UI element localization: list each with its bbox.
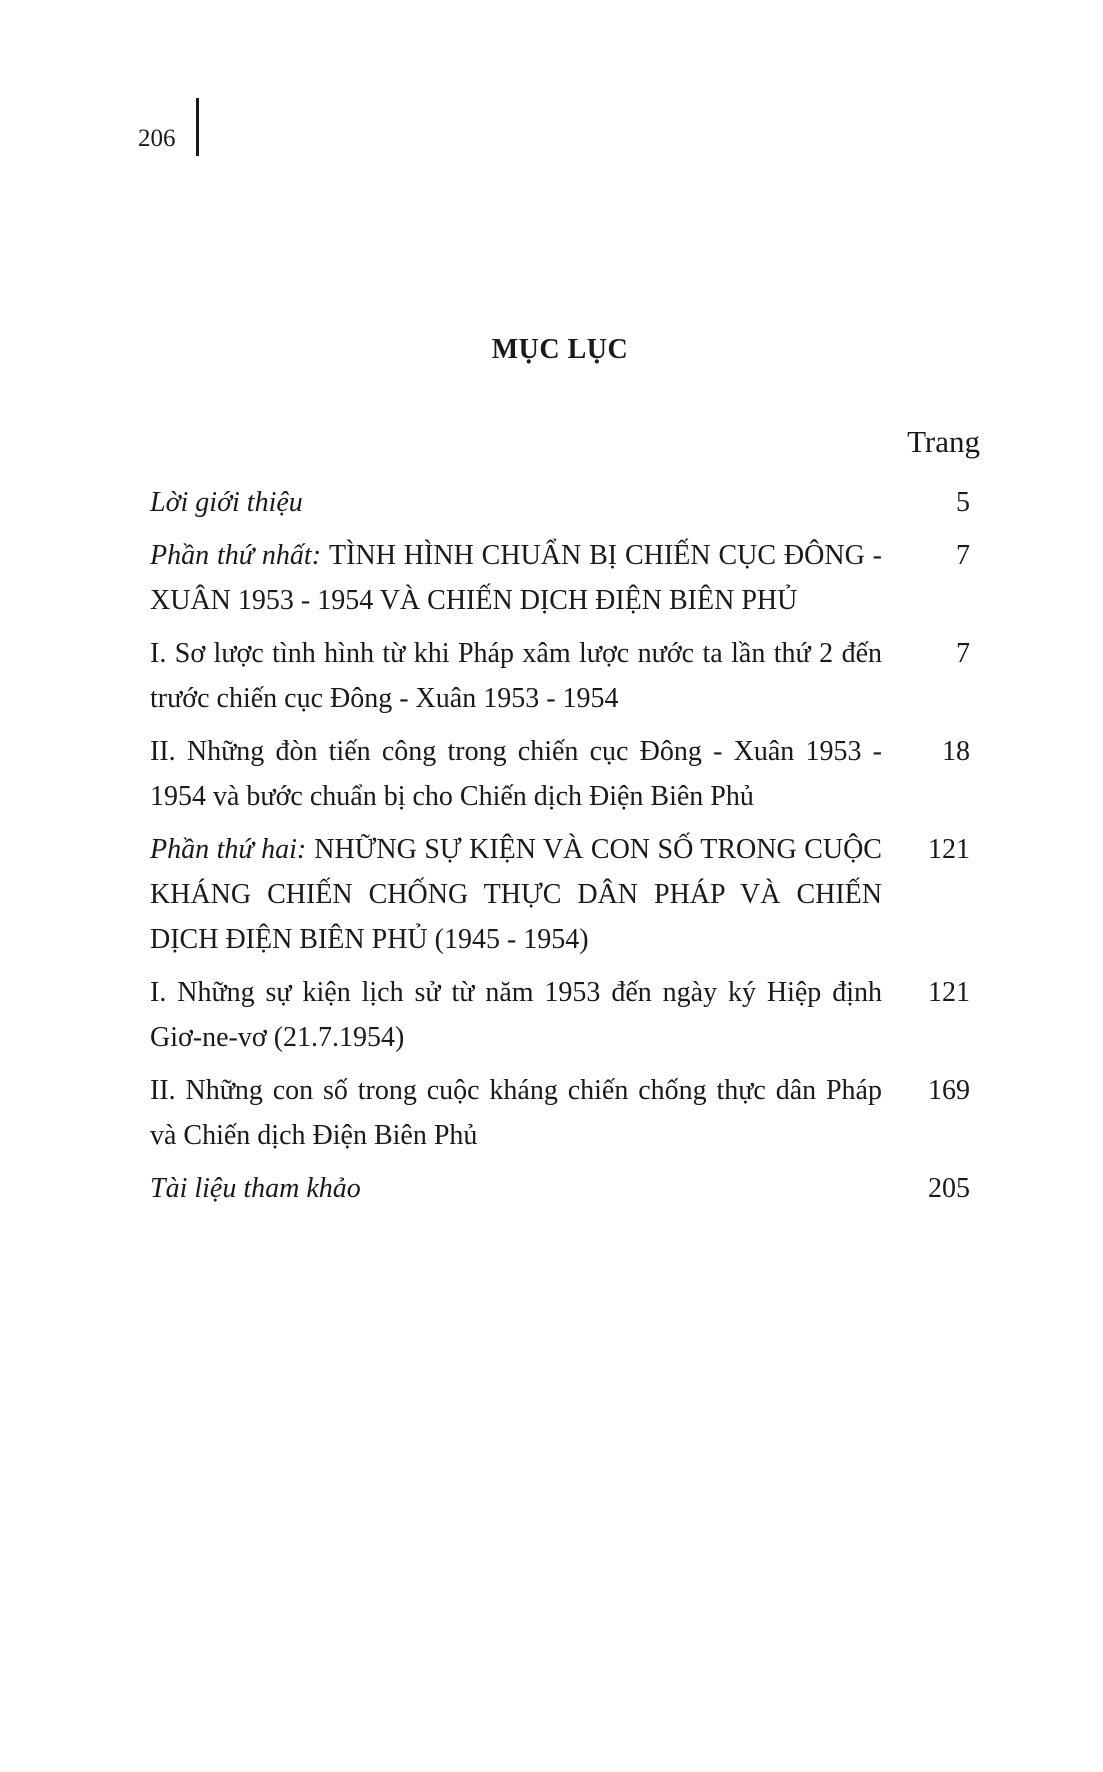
toc-entry-part-one-section-1 <box>150 631 970 721</box>
toc-entry-references <box>150 1166 970 1211</box>
page-number: 206 <box>138 125 176 152</box>
toc-entry-text <box>150 533 882 623</box>
toc-entry-title: TÌNH HÌNH CHUẨN BỊ CHIẾN CỤC ĐÔNG - XUÂN 1953 - 1954 VÀ CHIẾN DỊCH ĐIỆN BIÊN PHỦ <box>150 540 882 616</box>
toc-entry-text: II. Những con số trong cuộc kháng chiến chống thực dân Pháp và Chiến dịch Điện Biên Phủ <box>150 1075 882 1151</box>
toc-entry-part-one <box>150 533 970 623</box>
toc-entry-text <box>150 827 882 962</box>
toc-list <box>150 480 970 1219</box>
page-column-label: Trang <box>907 424 980 459</box>
toc-entry-label: Phần thứ nhất: <box>150 540 322 571</box>
toc-entry-page: 7 <box>956 638 970 669</box>
toc-entry-page: 7 <box>956 540 970 571</box>
toc-title: MỤC LỤC <box>491 334 629 365</box>
toc-entry-text: I. Sơ lược tình hình từ khi Pháp xâm lược nước ta lần thứ 2 đến trước chiến cục Đông - Xuân 1953 - 1954 <box>150 638 882 714</box>
toc-entry-text: II. Những đòn tiến công trong chiến cục Đông - Xuân 1953 - 1954 và bước chuẩn bị cho Chiến dịch Điện Biên Phủ <box>150 736 882 812</box>
toc-entry-text: I. Những sự kiện lịch sử từ năm 1953 đến ngày ký Hiệp định Giơ-ne-vơ (21.7.1954) <box>150 977 882 1053</box>
toc-entry-part-two <box>150 827 970 962</box>
toc-entry-label: Phần thứ hai: <box>150 834 307 865</box>
toc-entry-text: Lời giới thiệu <box>150 487 303 518</box>
toc-entry-page: 205 <box>928 1173 970 1204</box>
toc-entry-page: 18 <box>942 736 970 767</box>
toc-entry-title: NHỮNG SỰ KIỆN VÀ CON SỐ TRONG CUỘC KHÁNG CHIẾN CHỐNG THỰC DÂN PHÁP VÀ CHIẾN DỊCH ĐIỆN BIÊN PHỦ (1945 - 1954) <box>150 834 882 955</box>
toc-entry-page: 121 <box>928 977 970 1008</box>
toc-entry-part-two-section-2 <box>150 1068 970 1158</box>
toc-entry-text: Tài liệu tham khảo <box>150 1173 361 1204</box>
toc-entry-page: 5 <box>956 487 970 518</box>
toc-entry-part-one-section-2 <box>150 729 970 819</box>
toc-entry-introduction <box>150 480 970 525</box>
page-number-rule <box>196 98 199 156</box>
toc-entry-part-two-section-1 <box>150 970 970 1060</box>
toc-entry-page: 121 <box>928 834 970 865</box>
toc-entry-page: 169 <box>928 1075 970 1106</box>
